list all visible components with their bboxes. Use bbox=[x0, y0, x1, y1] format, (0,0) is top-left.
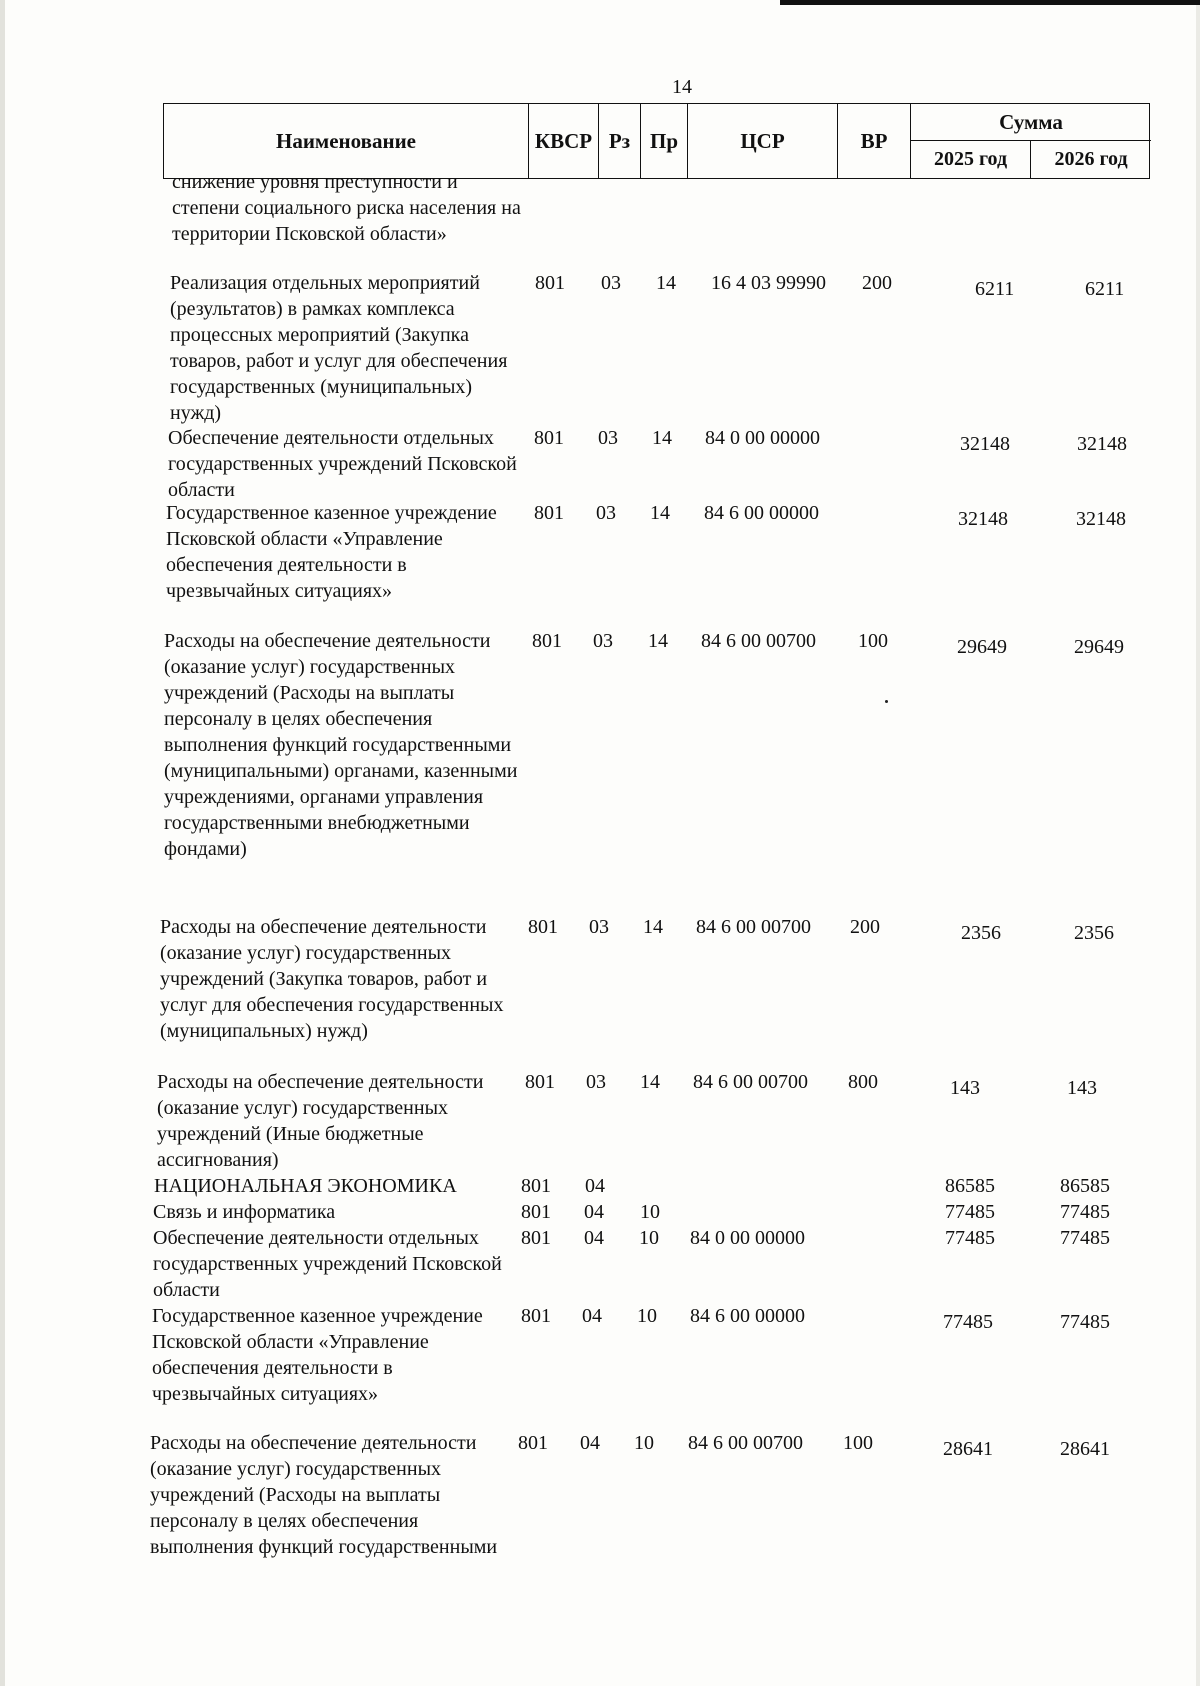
row-sum-2026: 29649 bbox=[1074, 636, 1124, 658]
row-rz: 03 bbox=[598, 427, 618, 449]
header-pr: Пр bbox=[641, 104, 688, 178]
row-pr: 14 bbox=[643, 916, 663, 938]
row-sum-2026: 86585 bbox=[1060, 1175, 1110, 1197]
table-header bbox=[163, 103, 1150, 179]
row-rz: 03 bbox=[589, 916, 609, 938]
row-pr: 10 bbox=[637, 1305, 657, 1327]
row-vr: 800 bbox=[848, 1071, 878, 1093]
row-kvsr: 801 bbox=[521, 1175, 551, 1197]
row-sum-2026: 77485 bbox=[1060, 1311, 1110, 1333]
row-rz: 04 bbox=[585, 1175, 605, 1197]
row-csr: 84 0 00 00000 bbox=[705, 427, 820, 449]
row-sum-2026: 6211 bbox=[1085, 278, 1125, 300]
row-rz: 03 bbox=[586, 1071, 606, 1093]
row-sum-2025: 28641 bbox=[943, 1438, 993, 1460]
row-sum-2026: 28641 bbox=[1060, 1438, 1110, 1460]
header-vr: ВР bbox=[838, 104, 911, 178]
row-csr: 84 6 00 00700 bbox=[696, 916, 811, 938]
row-kvsr: 801 bbox=[525, 1071, 555, 1093]
row-kvsr: 801 bbox=[532, 630, 562, 652]
header-year-2025: 2025 год bbox=[911, 141, 1031, 178]
row-name: НАЦИОНАЛЬНАЯ ЭКОНОМИКА bbox=[154, 1175, 457, 1197]
row-pr: 14 bbox=[640, 1071, 660, 1093]
header-name: Наименование bbox=[164, 104, 529, 178]
row-csr: 84 0 00 00000 bbox=[690, 1227, 805, 1249]
scan-top-bar bbox=[780, 0, 1200, 5]
row-csr: 84 6 00 00700 bbox=[701, 630, 816, 652]
header-kvsr: КВСР bbox=[529, 104, 599, 178]
row-csr: 16 4 03 99990 bbox=[711, 272, 826, 294]
row-csr: 84 6 00 00700 bbox=[688, 1432, 803, 1454]
scan-left-edge bbox=[0, 0, 5, 1686]
row-pr: 10 bbox=[640, 1201, 660, 1223]
row-kvsr: 801 bbox=[534, 502, 564, 524]
row-pr: 10 bbox=[639, 1227, 659, 1249]
row-name: Расходы на обеспечение деятельности (оказание услуг) государственных учреждений (Закупка товаров, работ и услуг для обеспечения государственных (муниципальных) нужд) bbox=[160, 916, 504, 1042]
row-kvsr: 801 bbox=[534, 427, 564, 449]
row-sum-2025: 77485 bbox=[943, 1311, 993, 1333]
row-vr: 100 bbox=[858, 630, 888, 652]
row-kvsr: 801 bbox=[528, 916, 558, 938]
row-kvsr: 801 bbox=[521, 1305, 551, 1327]
row-name: Расходы на обеспечение деятельности (оказание услуг) государственных учреждений (Расходы на выплаты персоналу в целях обеспечения выполнения функций государственными bbox=[150, 1432, 498, 1558]
row-sum-2025: 29649 bbox=[957, 636, 1007, 658]
page-number: 14 bbox=[672, 76, 692, 98]
row-sum-2026: 32148 bbox=[1077, 433, 1127, 455]
row-vr: 100 bbox=[843, 1432, 873, 1454]
row-csr: 84 6 00 00000 bbox=[690, 1305, 805, 1327]
header-year-2026: 2026 год bbox=[1054, 148, 1128, 170]
scan-right-edge bbox=[1196, 0, 1200, 1686]
row-name: Реализация отдельных мероприятий (результатов) в рамках комплекса процессных мероприятий (Закупка товаров, работ и услуг для обеспечения государственных (муниципальных) нужд) bbox=[170, 272, 508, 424]
row-sum-2026: 2356 bbox=[1074, 922, 1114, 944]
header-csr: ЦСР bbox=[688, 104, 838, 178]
row-sum-2025: 77485 bbox=[945, 1201, 995, 1223]
row-pr: 14 bbox=[652, 427, 672, 449]
row-name: Расходы на обеспечение деятельности (оказание услуг) государственных учреждений (Расходы на выплаты персоналу в целях обеспечения выполнения функций государственными (муниципальными) органами, казенными учреждениями, органами управления государственными внебюджетными фондами) bbox=[164, 630, 518, 860]
row-sum-2025: 77485 bbox=[945, 1227, 995, 1249]
row-name: снижение уровня преступности и степени социального риска населения на территории Псковской области» bbox=[172, 171, 521, 245]
row-pr: 14 bbox=[648, 630, 668, 652]
row-sum-2025: 32148 bbox=[960, 433, 1010, 455]
row-vr: 200 bbox=[862, 272, 892, 294]
row-kvsr: 801 bbox=[518, 1432, 548, 1454]
row-pr: 14 bbox=[656, 272, 676, 294]
row-pr: 10 bbox=[634, 1432, 654, 1454]
row-sum-2026: 77485 bbox=[1060, 1201, 1110, 1223]
row-rz: 03 bbox=[596, 502, 616, 524]
row-sum-2025: 2356 bbox=[961, 922, 1001, 944]
row-sum-2025: 143 bbox=[950, 1077, 980, 1099]
header-sum: Сумма bbox=[911, 104, 1151, 141]
row-sum-2026: 143 bbox=[1067, 1077, 1097, 1099]
row-sum-2025: 86585 bbox=[945, 1175, 995, 1197]
row-name: Государственное казенное учреждение Псковской области «Управление обеспечения деятельности в чрезвычайных ситуациях» bbox=[166, 502, 497, 602]
row-sum-2025: 6211 bbox=[975, 278, 1015, 300]
row-kvsr: 801 bbox=[521, 1201, 551, 1223]
row-sum-2025: 32148 bbox=[958, 508, 1008, 530]
row-rz: 04 bbox=[580, 1432, 600, 1454]
row-name: Расходы на обеспечение деятельности (оказание услуг) государственных учреждений (Иные бюджетные ассигнования) bbox=[157, 1071, 484, 1171]
row-csr: 84 6 00 00000 bbox=[704, 502, 819, 524]
scan-speck bbox=[885, 700, 888, 703]
row-rz: 03 bbox=[601, 272, 621, 294]
row-name: Связь и информатика bbox=[153, 1201, 336, 1223]
row-csr: 84 6 00 00700 bbox=[693, 1071, 808, 1093]
row-name: Государственное казенное учреждение Псковской области «Управление обеспечения деятельности в чрезвычайных ситуациях» bbox=[152, 1305, 483, 1405]
row-pr: 14 bbox=[650, 502, 670, 524]
row-vr: 200 bbox=[850, 916, 880, 938]
row-rz: 04 bbox=[584, 1227, 604, 1249]
row-kvsr: 801 bbox=[535, 272, 565, 294]
row-rz: 03 bbox=[593, 630, 613, 652]
row-name: Обеспечение деятельности отдельных государственных учреждений Псковской области bbox=[168, 427, 517, 501]
row-name: Обеспечение деятельности отдельных государственных учреждений Псковской области bbox=[153, 1227, 502, 1301]
row-kvsr: 801 bbox=[521, 1227, 551, 1249]
row-rz: 04 bbox=[584, 1201, 604, 1223]
row-sum-2026: 77485 bbox=[1060, 1227, 1110, 1249]
row-sum-2026: 32148 bbox=[1076, 508, 1126, 530]
header-rz: Рз bbox=[599, 104, 641, 178]
row-rz: 04 bbox=[582, 1305, 602, 1327]
